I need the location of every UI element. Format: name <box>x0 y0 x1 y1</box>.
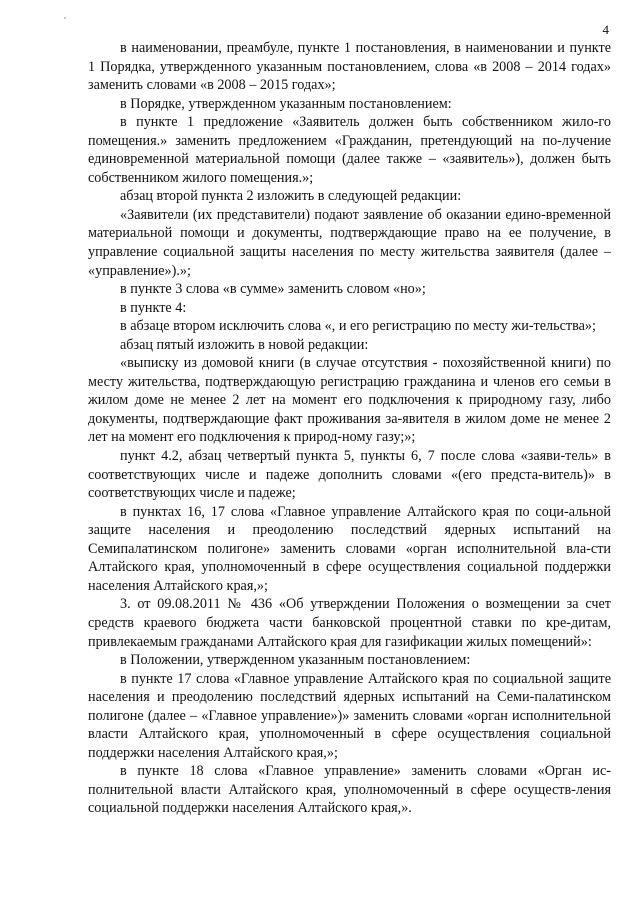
paragraph: в пункте 3 слова «в сумме» заменить словом «но»; <box>120 281 426 298</box>
document-body <box>88 39 611 818</box>
paragraph: 3. от 09.08.2011 № 436 «Об утверждении Положения о возмещении за счет средств краевого бюджета части банковской процентной ставки по кре-дитам, привлекаемым гражданами Алтайского края для газификации жилых помещений»: <box>88 596 611 650</box>
paragraph: в пункте 4: <box>120 299 187 316</box>
scan-mark <box>64 17 66 19</box>
paragraph: в пункте 18 слова «Главное управление» заменить словами «Орган ис-полнительной власти Алтайского края, уполномоченный в сфере осуществ-ления социальной поддержки населения Алтайского края,». <box>88 763 611 817</box>
paragraph: в абзаце втором исключить слова «, и его регистрацию по месту жи-тельства»; <box>120 318 596 335</box>
paragraph: в пункте 1 предложение «Заявитель должен быть собственником жило-го помещения.» заменить предложением «Гражданин, претендующий на по-лучение единовременной материальной помощи (далее также – «заявитель»), должен быть собственником жилого помещения.»; <box>88 114 611 186</box>
page-number: 4 <box>602 22 609 37</box>
paragraph: в наименовании, преамбуле, пункте 1 постановления, в наименовании и пункте 1 Порядка, утвержденного указанным постановлением, слова «в 2008 – 2014 годах» заменить словами «в 2008 – 2015 годах»; <box>88 40 611 94</box>
paragraph: в Положении, утвержденном указанным постановлением: <box>120 652 471 669</box>
paragraph: в пункте 17 слова «Главное управление Алтайского края по социальной защите населения и преодолению последствий ядерных испытаний на Семи-палатинском полигоне (далее – «Главное управление»)» заменить словами «орган исполнительной власти Алтайского края, уполномоченный в сфере осуществления социальной поддержки населения Алтайского края,»; <box>88 670 611 761</box>
paragraph: абзац пятый изложить в новой редакции: <box>120 336 369 353</box>
paragraph: «Заявители (их представители) подают заявление об оказании едино-временной материальной помощи и документы, подтверждающие право на ее получение, в управление социальной защиты населения по месту жительства заявителя (далее – «управление»).»; <box>88 206 611 279</box>
paragraph: «выписку из домовой книги (в случае отсутствия - похозяйственной книги) по месту жительства, подтверждающую регистрацию гражданина и членов его семьи в жилом доме не менее 2 лет на момент его подключения к природному газу, либо документы, подтверждающие факт проживания за-явителя в жилом доме не менее 2 лет на момент его подключения к природ-ному газу;»; <box>88 355 611 446</box>
paragraph: абзац второй пункта 2 изложить в следующей редакции: <box>120 188 462 205</box>
paragraph: пункт 4.2, абзац четвертый пункта 5, пункты 6, 7 после слова «заяви-тель» в соответствующих числе и падеже дополнить словами «(его предста-витель)» в соответствующих числе и падеже; <box>88 448 611 502</box>
paragraph: в пунктах 16, 17 слова «Главное управление Алтайского края по соци-альной защите населения и преодолению последствий ядерных испытаний на Семипалатинском полигоне» заменить словами «орган исполнительной вла-сти Алтайского края, уполномоченный в сфере осуществления социальной поддержки населения Алтайского края,»; <box>88 503 611 594</box>
paragraph: в Порядке, утвержденном указанным постановлением: <box>120 95 452 112</box>
